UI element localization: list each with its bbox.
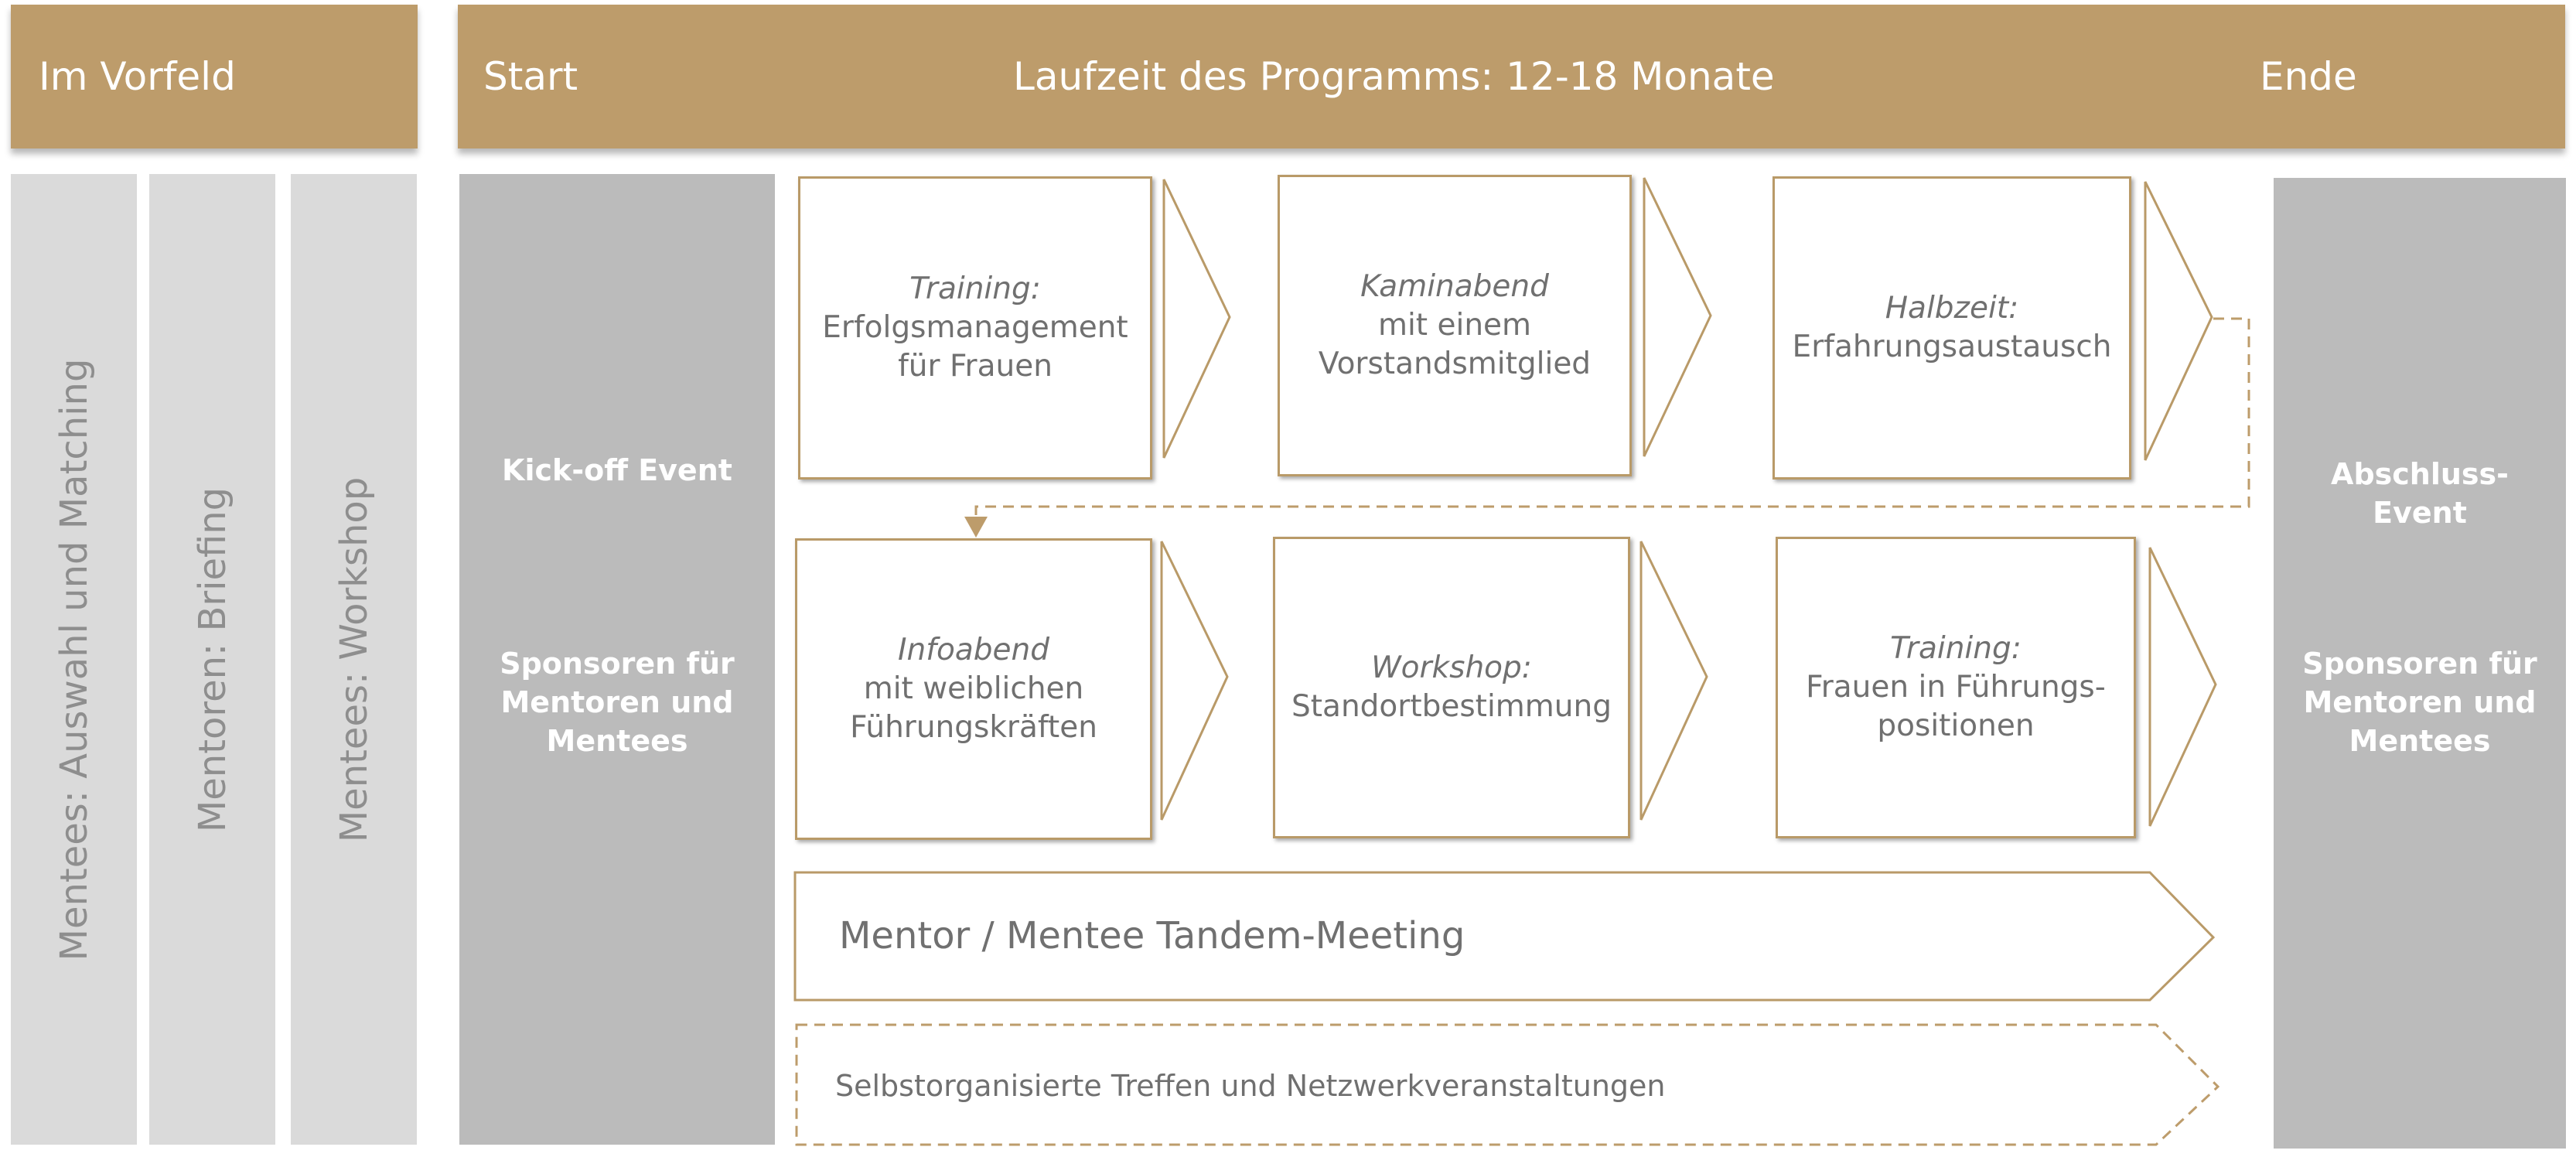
pre-phase-label: Mentoren: Briefing <box>190 486 234 832</box>
kickoff-sponsors-line: Mentees <box>546 724 688 758</box>
connector-arrowhead <box>964 517 988 538</box>
event-box-training-leadership <box>1776 537 2136 838</box>
event-box-kaminabend <box>1278 175 1632 476</box>
closing-event-line: Event <box>2373 496 2467 530</box>
event-line: für Frauen <box>898 349 1053 384</box>
closing-sponsors-line: Sponsoren für <box>2302 647 2537 681</box>
event-line: mit weiblichen <box>863 671 1084 706</box>
event-box-workshop <box>1273 537 1630 838</box>
closing-sponsors-line: Mentoren und <box>2303 685 2537 719</box>
closing-sponsors-line: Mentees <box>2349 724 2491 758</box>
event-title: Training: <box>1890 631 2022 666</box>
runtime-label: Laufzeit des Programms: 12-18 Monate <box>1013 54 1775 99</box>
chevron-arrow <box>1641 541 1707 820</box>
event-title: Training: <box>909 271 1041 306</box>
event-box-halbzeit <box>1772 176 2131 480</box>
chevron-arrow <box>2145 182 2212 460</box>
kickoff-sponsors-line: Sponsoren für <box>500 647 735 681</box>
event-line: Führungskräften <box>850 710 1097 745</box>
event-title: Infoabend <box>898 633 1049 667</box>
chevron-arrow <box>2150 548 2216 826</box>
pre-phase-label: Mentees: Auswahl und Matching <box>52 358 96 961</box>
event-line: Erfolgsmanagement <box>822 310 1128 345</box>
chevron-arrow <box>1162 541 1227 820</box>
pre-phase-header-label: Im Vorfeld <box>39 54 236 99</box>
event-line: Standortbestimmung <box>1291 689 1612 724</box>
event-line: Frauen in Führungs- <box>1806 670 2106 705</box>
chevron-arrow <box>1164 179 1230 458</box>
end-label: Ende <box>2260 54 2357 99</box>
chevron-arrow <box>1644 178 1711 456</box>
tandem-band-label: Mentor / Mentee Tandem-Meeting <box>839 914 1465 957</box>
closing-event-line: Abschluss- <box>2331 457 2509 491</box>
event-title: Workshop: <box>1371 650 1532 685</box>
event-box-training-success <box>798 176 1152 480</box>
event-box-infoabend <box>795 538 1152 840</box>
event-title: Halbzeit: <box>1885 291 2019 326</box>
kickoff-sponsors-line: Mentoren und <box>500 685 734 719</box>
network-band-label: Selbstorganisierte Treffen und Netzwerkveranstaltungen <box>835 1069 1666 1103</box>
event-line: Vorstandsmitglied <box>1318 346 1592 381</box>
pre-phase-label: Mentees: Workshop <box>332 476 376 842</box>
event-line: Erfahrungsaustausch <box>1792 329 2112 364</box>
kickoff-event-label: Kick-off Event <box>502 453 732 487</box>
start-label: Start <box>483 54 578 99</box>
event-line: positionen <box>1877 708 2035 743</box>
event-title: Kaminabend <box>1360 269 1549 304</box>
event-line: mit einem <box>1377 308 1532 343</box>
